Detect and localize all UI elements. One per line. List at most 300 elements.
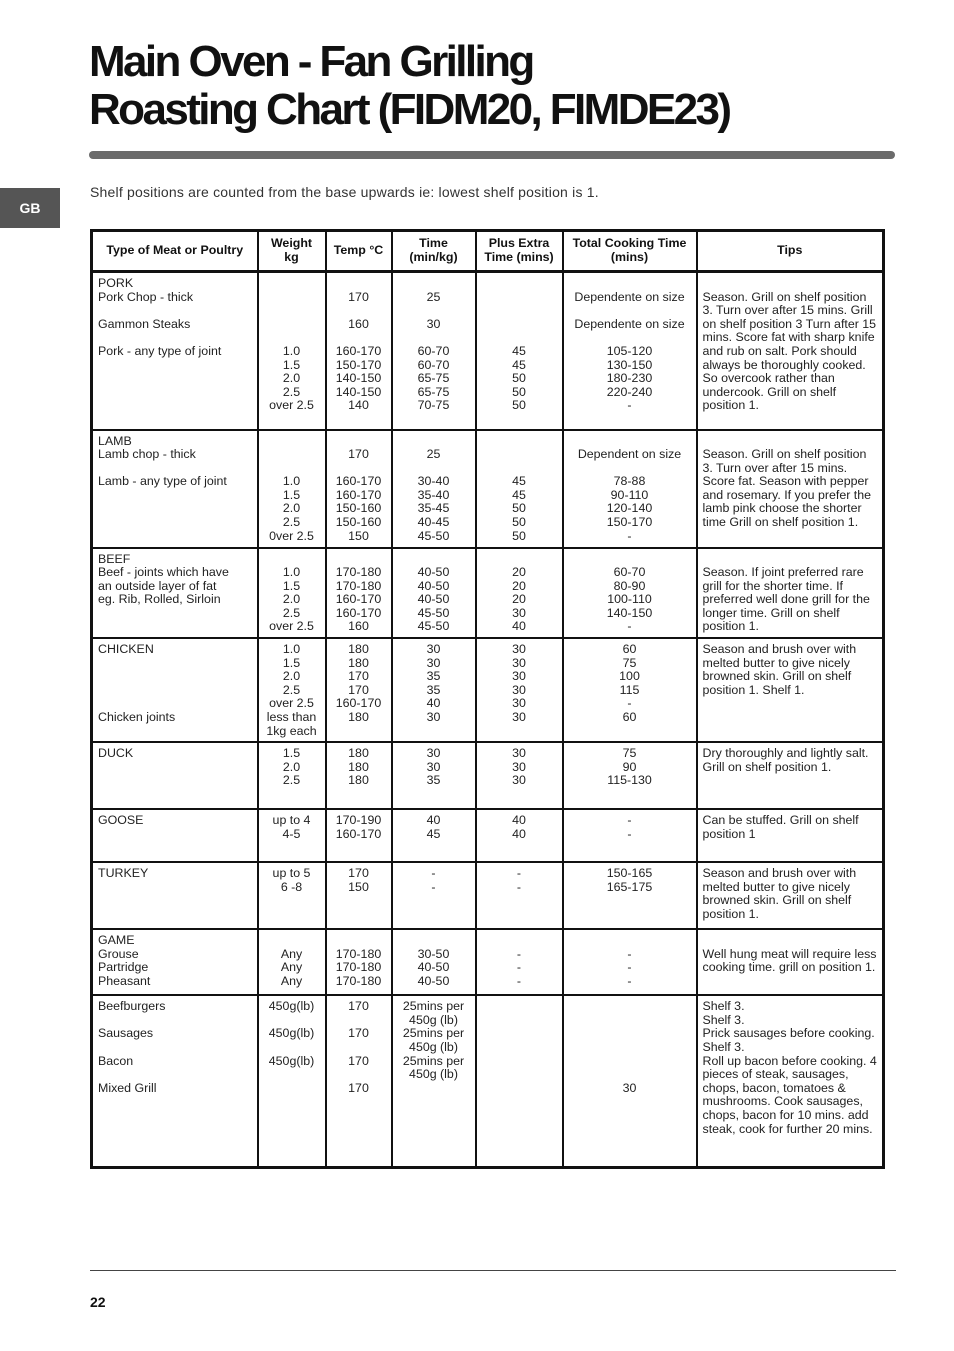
cell-line: 2.5 <box>282 682 301 697</box>
cell-line: Gammon Steaks <box>98 316 191 331</box>
cell-line: Dependente on size <box>574 289 685 304</box>
cell-line: 170 <box>348 1053 369 1068</box>
cell-line: 1.0 <box>282 343 301 358</box>
cell-line: Season and brush over with melted butter to give nicely browned skin. Grill on shelf position 1. <box>702 866 857 921</box>
cell-line: 140-150 <box>335 384 382 399</box>
cell-line: 150-160 <box>335 501 382 516</box>
cell-line: 1.0 <box>282 474 301 489</box>
cell-line <box>332 553 386 567</box>
cell-line <box>398 331 470 345</box>
cell-line: 140-150 <box>606 605 653 620</box>
cell-type <box>92 929 258 995</box>
cell-line: 45 <box>426 826 441 841</box>
cell-line: 25 <box>426 447 441 462</box>
cell-line: 50 <box>512 371 526 386</box>
cell-line: 105-120 <box>606 343 653 358</box>
cell-line: Beef - joints which have <box>98 565 229 580</box>
cell-line: 165-175 <box>606 879 653 894</box>
cell-line: - <box>516 866 522 881</box>
cell-line <box>264 1041 320 1055</box>
cell-total-time <box>563 430 697 548</box>
cell-line: GAME <box>98 933 135 948</box>
cell-line: 2.0 <box>282 371 301 386</box>
cell-line: 160-170 <box>335 826 382 841</box>
cell-line: 115-130 <box>607 773 652 788</box>
cell-line: 40-50 <box>417 974 450 988</box>
cell-line: TURKEY <box>98 866 149 881</box>
cell-line <box>98 1014 252 1028</box>
cell-line: 150-165 <box>606 866 653 881</box>
cell-tips <box>697 862 884 929</box>
cell-line: 1.5 <box>282 746 301 761</box>
cell-line: Lamb chop - thick <box>98 447 196 462</box>
cell-line: 45 <box>512 474 526 489</box>
cell-temp <box>326 995 392 1167</box>
cell-line: 150 <box>348 528 369 543</box>
cell-line: Dependent on size <box>577 447 682 462</box>
cell-line: 100 <box>619 669 640 684</box>
cell-line: 170-180 <box>335 974 382 988</box>
cell-line <box>332 1041 386 1055</box>
cell-line: 160-170 <box>335 487 382 502</box>
cell-line: 40 <box>512 813 526 828</box>
cell-line: 30 <box>426 746 441 761</box>
cell-line: 2.5 <box>282 773 301 788</box>
cell-line: 150-170 <box>335 357 382 372</box>
cell-type <box>92 995 258 1167</box>
cell-line: LAMB <box>98 433 132 448</box>
cell-extra-time <box>476 742 563 809</box>
cell-tips <box>697 430 884 548</box>
cell-line: Roll up bacon before cooking. 4 pieces of steak, sausages, chops, bacon, tomatoes & mushrooms. Cook sausages, chops, bacon for 10 mins. add steak, cook for further 20 mins. <box>702 1053 877 1136</box>
cell-line: Any <box>280 960 303 975</box>
cell-total-time <box>563 995 697 1167</box>
cell-line <box>569 331 691 345</box>
page-title-line-2: Roasting Chart (FIDM20, FIMDE23) <box>89 85 730 134</box>
cell-line: 60 <box>622 710 637 725</box>
header-type: Type of Meat or Poultry <box>92 231 258 272</box>
cell-line: 180 <box>348 655 369 670</box>
cell-line <box>398 934 470 948</box>
cell-temp <box>326 548 392 639</box>
cell-line: 60-70 <box>613 565 646 580</box>
cell-tips <box>697 272 884 430</box>
cell-line: Lamb - any type of joint <box>98 474 227 489</box>
cell-type <box>92 742 258 809</box>
cell-line <box>98 331 252 345</box>
cell-line <box>264 291 320 305</box>
cell-line <box>569 1000 691 1014</box>
cell-line <box>482 448 557 462</box>
cell-line: 150 <box>348 879 369 894</box>
table-row <box>92 809 884 862</box>
cell-line: Well hung meat will require less cooking time. grill on position 1. <box>702 946 877 975</box>
cell-line: Season. Grill on shelf position 3. Turn over after 15 mins. Score fat. Season with pepper and rosemary. If you prefer the lamb pink choose the shorter time Grill on shelf position 1. <box>702 447 872 530</box>
cell-extra-time <box>476 430 563 548</box>
cell-line: 450g(lb) <box>268 1026 315 1041</box>
cell-line: 170 <box>348 682 369 697</box>
cell-line: 170 <box>348 289 369 304</box>
table-row <box>92 862 884 929</box>
cell-line: 80-90 <box>613 578 646 593</box>
cell-temp <box>326 742 392 809</box>
cell-total-time <box>563 929 697 995</box>
cell-weight <box>258 638 326 742</box>
intro-text: Shelf positions are counted from the base upwards ie: lowest shelf position is 1. <box>90 184 599 200</box>
cell-line: 170 <box>348 1080 369 1095</box>
cell-line: 75 <box>622 746 637 761</box>
cell-line: 30 <box>512 710 526 725</box>
header-tips: Tips <box>697 231 884 272</box>
cell-line <box>332 462 386 476</box>
cell-line: 180 <box>348 642 369 657</box>
cell-line: 40 <box>512 826 526 841</box>
cell-line: up to 5 <box>272 866 311 881</box>
cell-line: 160-170 <box>335 592 382 607</box>
cell-time <box>392 272 476 430</box>
cell-line: Pheasant <box>98 974 151 988</box>
cell-line <box>264 462 320 476</box>
cell-line: 40-50 <box>417 565 450 580</box>
cell-line: 40 <box>426 813 441 828</box>
cell-tips <box>697 638 884 742</box>
cell-extra-time <box>476 929 563 995</box>
cell-line: 30 <box>512 642 526 657</box>
cell-extra-time <box>476 272 563 430</box>
cell-line <box>332 1014 386 1028</box>
cell-temp <box>326 430 392 548</box>
roasting-chart-table <box>90 229 885 1169</box>
cell-line: 1.5 <box>282 357 301 372</box>
cell-weight <box>258 272 326 430</box>
cell-line: 60-70 <box>417 357 450 372</box>
cell-time <box>392 929 476 995</box>
cell-temp <box>326 272 392 430</box>
cell-line <box>569 553 691 567</box>
cell-weight <box>258 862 326 929</box>
cell-line <box>482 318 557 332</box>
cell-line: 35 <box>426 682 441 697</box>
cell-line: 35-45 <box>417 501 450 516</box>
cell-line: 180 <box>348 710 369 725</box>
cell-line: 220-240 <box>606 384 653 399</box>
cell-total-time <box>563 862 697 929</box>
cell-line: DUCK <box>98 746 134 761</box>
cell-line: 1.5 <box>282 655 301 670</box>
cell-line: 30 <box>512 669 526 684</box>
cell-line <box>98 1068 252 1082</box>
cell-line: 35 <box>426 669 441 684</box>
cell-line: 30 <box>512 773 526 788</box>
cell-line <box>482 462 557 476</box>
cell-line: 180 <box>348 773 369 788</box>
cell-line: 450g(lb) <box>268 1053 315 1068</box>
cell-line <box>398 462 470 476</box>
cell-line: 30 <box>512 696 526 711</box>
cell-line: 20 <box>512 565 526 580</box>
cell-temp <box>326 638 392 742</box>
cell-weight <box>258 929 326 995</box>
cell-line: 20 <box>512 592 526 607</box>
header-temp: Temp °C <box>326 231 392 272</box>
cell-line: - <box>516 879 522 894</box>
cell-line: 1.5 <box>282 578 301 593</box>
cell-line: 30-50 <box>417 946 450 961</box>
cell-line <box>703 277 878 291</box>
cell-line: Chicken joints <box>98 710 176 725</box>
cell-line: Season and brush over with melted butter to give nicely browned skin. Grill on shelf position 1. Shelf 1. <box>702 642 857 697</box>
page-title <box>89 38 929 134</box>
header-total-time: Total Cooking Time (mins) <box>563 231 697 272</box>
cell-line: Bacon <box>98 1053 134 1068</box>
cell-line: 30 <box>426 316 441 331</box>
cell-line: 30 <box>426 642 441 657</box>
cell-line: GOOSE <box>98 813 144 828</box>
cell-line <box>264 934 320 948</box>
cell-extra-time <box>476 995 563 1167</box>
cell-line: - <box>627 946 632 961</box>
cell-line: 25mins per <box>402 1026 465 1041</box>
cell-line: Season. Grill on shelf position 3. Turn over after 15 mins. Grill on shelf position 3 Turn after 15 mins. Score fat with sharp knife and rub on salt. Pork should always be thoroughly cooked. So overcook rather than undercook. Grill on shelf position 1. <box>702 289 877 413</box>
cell-line: 30 <box>512 759 526 774</box>
cell-total-time <box>563 638 697 742</box>
cell-line: Shelf 3. <box>702 1040 745 1054</box>
cell-line <box>98 462 252 476</box>
cell-line: 50 <box>512 528 526 543</box>
cell-line: 180-230 <box>606 371 653 386</box>
cell-line: 130-150 <box>606 357 653 372</box>
cell-line: Can be stuffed. Grill on shelf position 1 <box>702 813 859 841</box>
table-row <box>92 548 884 639</box>
cell-line: 180 <box>348 746 369 761</box>
cell-line: 60 <box>622 642 637 657</box>
cell-line: 40 <box>426 696 441 711</box>
cell-line <box>264 1014 320 1028</box>
cell-line: 160-170 <box>335 474 382 489</box>
cell-line: an outside layer of fat <box>98 578 217 593</box>
cell-line <box>332 934 386 948</box>
cell-line: 170 <box>348 999 369 1014</box>
cell-line: 90-110 <box>610 487 649 502</box>
cell-line: 50 <box>512 515 526 530</box>
cell-line: 75 <box>622 655 637 670</box>
cell-line: 40-50 <box>417 592 450 607</box>
cell-type <box>92 809 258 862</box>
header-time: Time (min/kg) <box>392 231 476 272</box>
cell-line: - <box>431 879 436 894</box>
cell-line <box>482 331 557 345</box>
cell-line: 160-170 <box>335 343 382 358</box>
cell-line <box>398 435 470 449</box>
cell-line: 45-50 <box>417 619 450 634</box>
cell-line: Any <box>280 946 303 961</box>
cell-line: 2.5 <box>282 384 301 399</box>
cell-line: - <box>516 946 522 961</box>
cell-line <box>703 934 878 948</box>
cell-line: Pork - any type of joint <box>98 343 222 358</box>
cell-line: 45 <box>512 343 526 358</box>
cell-line <box>98 684 252 698</box>
cell-line: - <box>627 813 632 828</box>
cell-line: 25mins per <box>402 999 465 1014</box>
cell-line: Prick sausages before cooking. <box>702 1026 875 1041</box>
cell-line: 78-88 <box>613 474 646 489</box>
cell-line: 50 <box>512 398 526 413</box>
cell-temp <box>326 929 392 995</box>
cell-line: 30 <box>512 605 526 620</box>
language-tab[interactable]: GB <box>0 188 60 228</box>
cell-line: - <box>627 528 632 543</box>
cell-line: 100-110 <box>607 592 652 607</box>
cell-line: Pork Chop - thick <box>98 289 194 304</box>
cell-line <box>98 657 252 671</box>
cell-line: 90 <box>622 759 637 774</box>
cell-line: over 2.5 <box>269 696 314 711</box>
table-row <box>92 742 884 809</box>
cell-line: 25mins per <box>402 1053 465 1068</box>
cell-line: 45 <box>512 487 526 502</box>
cell-line: 35 <box>426 773 441 788</box>
cell-line: 65-75 <box>417 371 450 386</box>
cell-line: 30 <box>512 655 526 670</box>
cell-extra-time <box>476 809 563 862</box>
cell-line <box>264 277 320 291</box>
cell-line: eg. Rib, Rolled, Sirloin <box>98 592 221 607</box>
cell-line: Sausages <box>98 1026 154 1041</box>
cell-line <box>482 277 557 291</box>
cell-line: - <box>627 696 632 711</box>
cell-line <box>332 1068 386 1082</box>
cell-line <box>703 553 878 567</box>
cell-line: 180 <box>348 759 369 774</box>
cell-line: 115 <box>619 682 640 697</box>
table-row <box>92 430 884 548</box>
cell-line: 0ver 2.5 <box>269 528 314 543</box>
cell-tips <box>697 809 884 862</box>
cell-line: 50 <box>512 384 526 399</box>
cell-tips <box>697 548 884 639</box>
table-row <box>92 638 884 742</box>
cell-total-time <box>563 272 697 430</box>
cell-time <box>392 742 476 809</box>
cell-line <box>569 1014 691 1028</box>
cell-line: - <box>516 974 522 988</box>
cell-tips <box>697 995 884 1167</box>
cell-extra-time <box>476 548 563 639</box>
cell-line: 30 <box>512 682 526 697</box>
cell-line: 170 <box>348 669 369 684</box>
cell-line: 65-75 <box>417 384 450 399</box>
cell-line: - <box>627 619 632 634</box>
cell-line: 45 <box>512 357 526 372</box>
cell-line: Partridge <box>98 960 149 975</box>
cell-type <box>92 430 258 548</box>
cell-line: 2.5 <box>282 515 301 530</box>
cell-line <box>264 435 320 449</box>
page-number: 22 <box>90 1294 106 1310</box>
cell-line <box>332 435 386 449</box>
cell-line: 2.5 <box>282 605 301 620</box>
cell-line: 1kg each <box>266 723 317 738</box>
cell-line <box>98 1041 252 1055</box>
page-title-line-1: Main Oven - Fan Grilling <box>89 37 533 86</box>
cell-time <box>392 995 476 1167</box>
cell-line <box>569 934 691 948</box>
cell-temp <box>326 809 392 862</box>
cell-line: 450g(lb) <box>268 999 315 1014</box>
cell-line: 50 <box>512 501 526 516</box>
cell-extra-time <box>476 638 563 742</box>
cell-line <box>569 1027 691 1041</box>
cell-line: 2.0 <box>282 759 301 774</box>
cell-line: - <box>516 960 522 975</box>
cell-line: 170-180 <box>335 946 382 961</box>
footer-divider <box>90 1270 896 1271</box>
cell-weight <box>258 742 326 809</box>
cell-line: 170-190 <box>335 813 382 828</box>
cell-line: Season. If joint preferred rare grill for the shorter time. If preferred well done grill for the longer time. Grill on shelf position 1. <box>702 565 870 634</box>
cell-line <box>482 934 557 948</box>
cell-line <box>703 435 878 449</box>
cell-line: Beefburgers <box>98 999 166 1014</box>
cell-line <box>98 304 252 318</box>
cell-type <box>92 638 258 742</box>
cell-line <box>264 553 320 567</box>
cell-line: 450g (lb) <box>409 1067 458 1082</box>
cell-line: 2.0 <box>282 669 301 684</box>
cell-time <box>392 638 476 742</box>
cell-line <box>569 1041 691 1055</box>
cell-type <box>92 862 258 929</box>
cell-line: Shelf 3. <box>702 1012 745 1027</box>
cell-line <box>482 304 557 318</box>
title-divider <box>89 151 895 159</box>
cell-line: 170-180 <box>335 960 382 975</box>
cell-line <box>398 304 470 318</box>
header-extra-time: Plus Extra Time (mins) <box>476 231 563 272</box>
cell-line: 140-150 <box>335 371 382 386</box>
cell-weight <box>258 995 326 1167</box>
cell-line <box>569 462 691 476</box>
cell-line: 170-180 <box>335 578 382 593</box>
cell-line: 120-140 <box>606 501 653 516</box>
cell-line: 45-50 <box>417 528 450 543</box>
cell-line: 20 <box>512 578 526 593</box>
cell-line: Dependente on size <box>574 316 685 331</box>
cell-line: less than <box>266 710 317 725</box>
cell-time <box>392 430 476 548</box>
cell-temp <box>326 862 392 929</box>
cell-type <box>92 272 258 430</box>
cell-line: 150-170 <box>606 515 653 530</box>
cell-line: up to 4 <box>272 813 311 828</box>
cell-line: 1.5 <box>282 487 301 502</box>
cell-line: BEEF <box>98 551 131 566</box>
cell-line: - <box>627 826 632 841</box>
cell-line: 1.0 <box>282 565 301 580</box>
cell-line: - <box>627 974 632 988</box>
cell-line: 2.0 <box>282 592 301 607</box>
cell-line <box>98 697 252 711</box>
cell-line: 170 <box>348 1026 369 1041</box>
cell-line: 160 <box>348 619 369 634</box>
table-row <box>92 272 884 430</box>
cell-line: 160-170 <box>335 696 382 711</box>
cell-line: 160 <box>348 316 369 331</box>
cell-line <box>264 304 320 318</box>
cell-line: 160-170 <box>335 605 382 620</box>
cell-line: 170 <box>348 447 369 462</box>
